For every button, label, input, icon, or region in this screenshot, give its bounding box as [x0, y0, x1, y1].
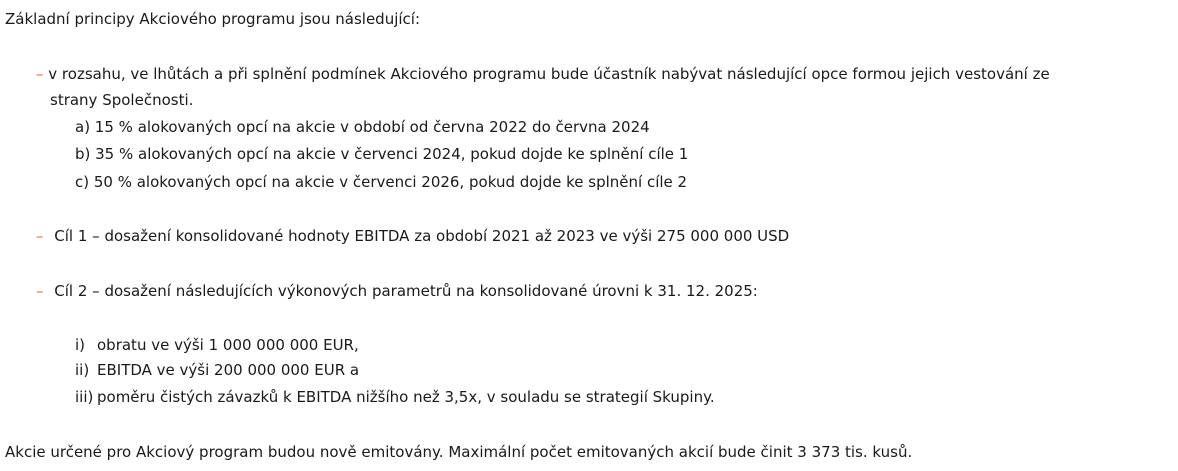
list-item-3-text: Cíl 2 – dosažení následujících výkonových parametrů na konsolidované úrovni k 31. 12. 2025:	[54, 282, 758, 300]
list-item-2	[36, 226, 789, 246]
dash-bullet: –	[36, 282, 44, 300]
sub-item-text: EBITDA ve výši 200 000 000 EUR a	[97, 361, 360, 379]
list-item-2-text: Cíl 1 – dosažení konsolidované hodnoty EBITDA za období 2021 až 2023 ve výši 275 000 000 USD	[54, 227, 790, 245]
list-item-1-line-2: strany Společnosti.	[50, 91, 194, 109]
sub-item-iii	[75, 387, 715, 407]
list-item-1-line-1: v rozsahu, ve lhůtách a při splnění podmínek Akciového programu bude účastník nabývat následující opce formou jejich vestování ze	[48, 65, 1050, 83]
list-item-1	[36, 64, 1050, 84]
sub-item-b: b) 35 % alokovaných opcí na akcie v červenci 2024, pokud dojde ke splnění cíle 1	[75, 145, 689, 163]
sub-item-i	[75, 335, 359, 355]
sub-item-ii	[75, 360, 359, 380]
sub-item-number: ii)	[75, 361, 90, 379]
dash-bullet: –	[36, 227, 44, 245]
sub-item-text: obratu ve výši 1 000 000 000 EUR,	[97, 336, 359, 354]
sub-item-number: i)	[75, 336, 86, 354]
intro-text: Základní principy Akciového programu jsou následující:	[5, 10, 420, 28]
list-item-3	[36, 281, 758, 301]
sub-item-c: c) 50 % alokovaných opcí na akcie v červenci 2026, pokud dojde ke splnění cíle 2	[75, 173, 688, 191]
sub-item-text: poměru čistých závazků k EBITDA nižšího než 3,5x, v souladu se strategií Skupiny.	[97, 388, 715, 406]
sub-item-number: iii)	[75, 388, 94, 406]
sub-item-a: a) 15 % alokovaných opcí na akcie v období od června 2022 do června 2024	[75, 118, 650, 136]
closing-text: Akcie určené pro Akciový program budou nově emitovány. Maximální počet emitovaných akcií bude činit 3 373 tis. kusů.	[5, 443, 913, 461]
dash-bullet: –	[36, 65, 44, 83]
